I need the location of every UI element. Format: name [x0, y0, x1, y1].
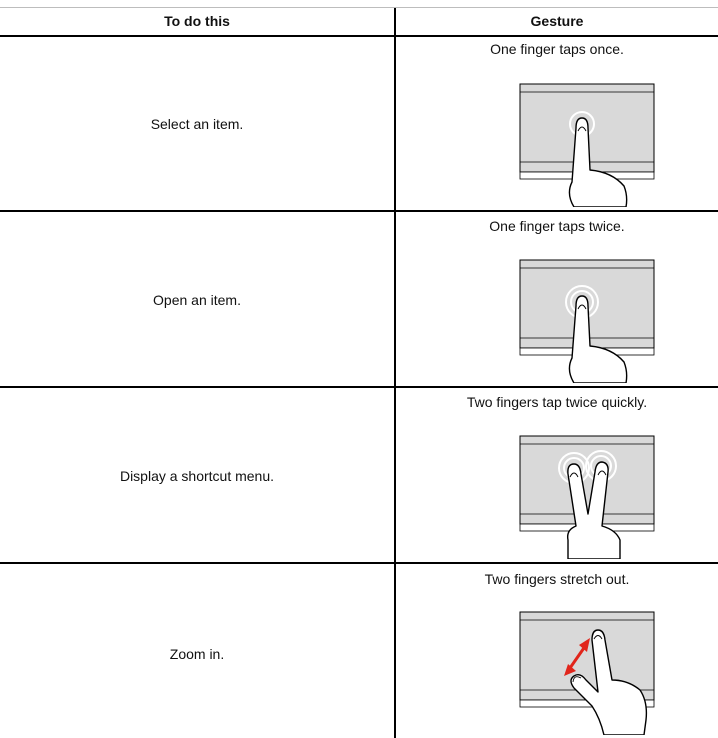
top-border: [0, 7, 718, 8]
row-2-action: Open an item.: [153, 292, 241, 308]
row-3-gesture: Two fingers tap twice quickly.: [466, 394, 648, 410]
row-1-gesture: One finger taps once.: [490, 41, 624, 57]
row-divider-3: [0, 562, 718, 564]
one-finger-double-tap-icon: [516, 258, 658, 383]
row-3-action: Display a shortcut menu.: [119, 468, 275, 484]
row-divider-2: [0, 386, 718, 388]
one-finger-single-tap-icon: [516, 82, 658, 207]
header-gesture: Gesture: [530, 13, 584, 29]
row-1-action: Select an item.: [150, 116, 244, 132]
column-divider: [394, 8, 396, 738]
row-2-gesture: One finger taps twice.: [489, 218, 625, 234]
header-action: To do this: [164, 13, 230, 29]
row-4-gesture: Two fingers stretch out.: [484, 571, 630, 587]
two-finger-stretch-icon: [516, 610, 658, 735]
two-finger-double-tap-icon: [516, 434, 658, 559]
header-underline: [0, 35, 718, 37]
row-4-action: Zoom in.: [169, 646, 225, 662]
row-divider-1: [0, 210, 718, 212]
